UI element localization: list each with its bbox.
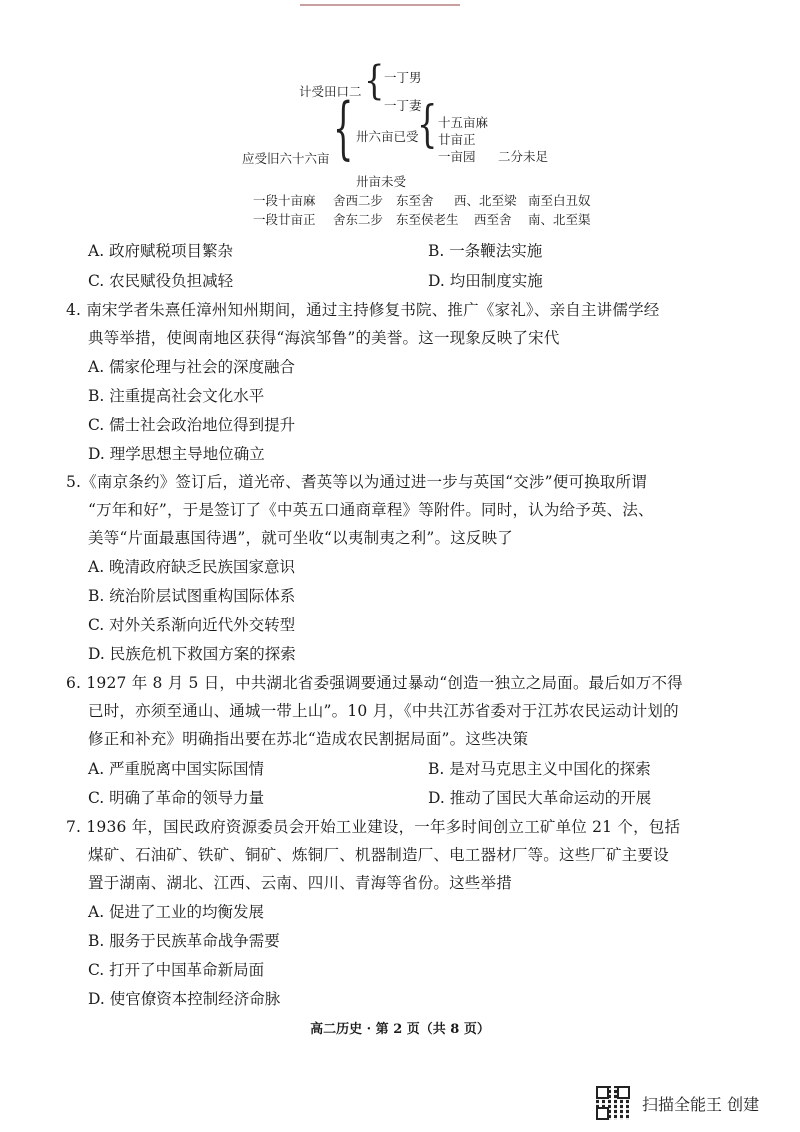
- diagram-row1-cell: 南至白丑奴: [528, 193, 591, 208]
- diagram-row2-cell: 南、北至渠: [528, 212, 591, 227]
- q3-option-c[interactable]: C. 农民赋役负担减轻: [88, 272, 234, 290]
- q3-option-d[interactable]: D. 均田制度实施: [428, 272, 543, 290]
- q4-stem-line: 4. 南宋学者朱熹任漳州知州期间，通过主持修复书院、推广《家礼》、亲自主讲儒学经: [66, 301, 660, 319]
- diagram-main-label: 应受旧六十六亩: [242, 151, 330, 166]
- q6-stem-line: 6. 1927 年 8 月 5 日，中共湖北省委强调要通过暴动“创造一独立之局面。最后如万不得: [66, 674, 683, 692]
- q5-option-c[interactable]: C. 对外关系渐向近代外交转型: [88, 616, 296, 634]
- q7-option-a[interactable]: A. 促进了工业的均衡发展: [88, 903, 265, 921]
- q4-option-b[interactable]: B. 注重提高社会文化水平: [88, 387, 265, 405]
- diagram-received-item: 十五亩麻: [438, 115, 489, 130]
- diagram-received-item: 廿亩正: [438, 132, 476, 147]
- q5-stem-line: “万年和好”，于是签订了《中英五口通商章程》等附件。同时，认为给予英、法、: [88, 501, 654, 519]
- brace-icon: {: [417, 94, 438, 154]
- diagram-top-item: 一丁男: [384, 70, 422, 85]
- diagram-row2-cell: 西至舍: [474, 212, 512, 227]
- q6-option-a[interactable]: A. 严重脱离中国实际国情: [88, 760, 265, 778]
- diagram-received-label: 卅六亩已受: [356, 129, 419, 144]
- q7-option-b[interactable]: B. 服务于民族革命战争需要: [88, 932, 280, 950]
- scanner-label: 扫描全能王 创建: [642, 1094, 760, 1114]
- q4-option-c[interactable]: C. 儒士社会政治地位得到提升: [88, 416, 296, 434]
- diagram-row2-cell: 一段廿亩正: [253, 212, 316, 227]
- diagram-top-label: 计受田口二: [299, 84, 362, 99]
- q4-stem-line: 典等举措，使闽南地区获得“海滨邹鲁”的美誉。这一现象反映了宋代: [88, 329, 560, 347]
- diagram-row1-cell: 西、北至梁: [454, 193, 517, 208]
- q6-stem-line: 已时，亦须至通山、通城一带上山”。10 月，《中共江苏省委对于江苏农民运动计划的: [88, 702, 679, 720]
- diagram-row1-cell: 一段十亩麻: [253, 193, 316, 208]
- diagram-received-item: 一亩园: [438, 149, 476, 164]
- diagram-not-received: 卅亩未受: [356, 174, 407, 189]
- q7-stem-line: 置于湖南、湖北、江西、云南、四川、青海等省份。这些举措: [88, 874, 512, 892]
- q5-stem-line: 美等“片面最惠国待遇”，就可坐收“以夷制夷之利”。这反映了: [88, 529, 513, 547]
- q7-option-d[interactable]: D. 使官僚资本控制经济命脉: [88, 990, 281, 1008]
- q5-option-b[interactable]: B. 统治阶层试图重构国际体系: [88, 587, 296, 605]
- q7-stem-line: 煤矿、石油矿、铁矿、铜矿、炼铜厂、机器制造厂、电工器材厂等。这些厂矿主要设: [88, 846, 669, 864]
- qr-code-icon: [596, 1086, 630, 1120]
- q5-option-d[interactable]: D. 民族危机下救国方案的探索: [88, 645, 296, 663]
- diagram-row2-cell: 东至侯老生: [396, 212, 459, 227]
- q6-option-c[interactable]: C. 明确了革命的领导力量: [88, 789, 265, 807]
- q4-option-a[interactable]: A. 儒家伦理与社会的深度融合: [88, 358, 296, 376]
- q6-option-b[interactable]: B. 是对马克思主义中国化的探索: [428, 760, 651, 778]
- q5-stem-line: 5.《南京条约》签订后，道光帝、耆英等以为通过进一步与英国“交涉”便可换取所谓: [66, 473, 647, 491]
- brace-icon: {: [333, 88, 354, 168]
- q4-option-d[interactable]: D. 理学思想主导地位确立: [88, 445, 265, 463]
- diagram-top-item: 一丁妻: [384, 98, 422, 113]
- diagram-not-enough: 二分未足: [498, 149, 549, 164]
- scanner-watermark: [596, 1085, 759, 1121]
- q6-stem-line: 修正和补充》明确指出要在苏北“造成农民割据局面”。这些决策: [88, 730, 529, 748]
- brace-icon: {: [364, 56, 385, 104]
- q6-option-d[interactable]: D. 推动了国民大革命运动的开展: [428, 789, 652, 807]
- diagram-row1-cell: 东至舍: [396, 193, 434, 208]
- q7-option-c[interactable]: C. 打开了中国革命新局面: [88, 961, 265, 979]
- q3-option-a[interactable]: A. 政府赋税项目繁杂: [88, 242, 234, 260]
- land-allocation-diagram: [0, 0, 800, 240]
- q3-option-b[interactable]: B. 一条鞭法实施: [428, 242, 543, 260]
- diagram-row1-cell: 舍西二步: [333, 193, 384, 208]
- page-footer: 高二历史 · 第 2 页（共 8 页）: [310, 1022, 490, 1037]
- q5-option-a[interactable]: A. 晚清政府缺乏民族国家意识: [88, 558, 296, 576]
- diagram-row2-cell: 舍东二步: [333, 212, 384, 227]
- q7-stem-line: 7. 1936 年，国民政府资源委员会开始工业建设，一年多时间创立工矿单位 21 个，包括: [66, 818, 681, 836]
